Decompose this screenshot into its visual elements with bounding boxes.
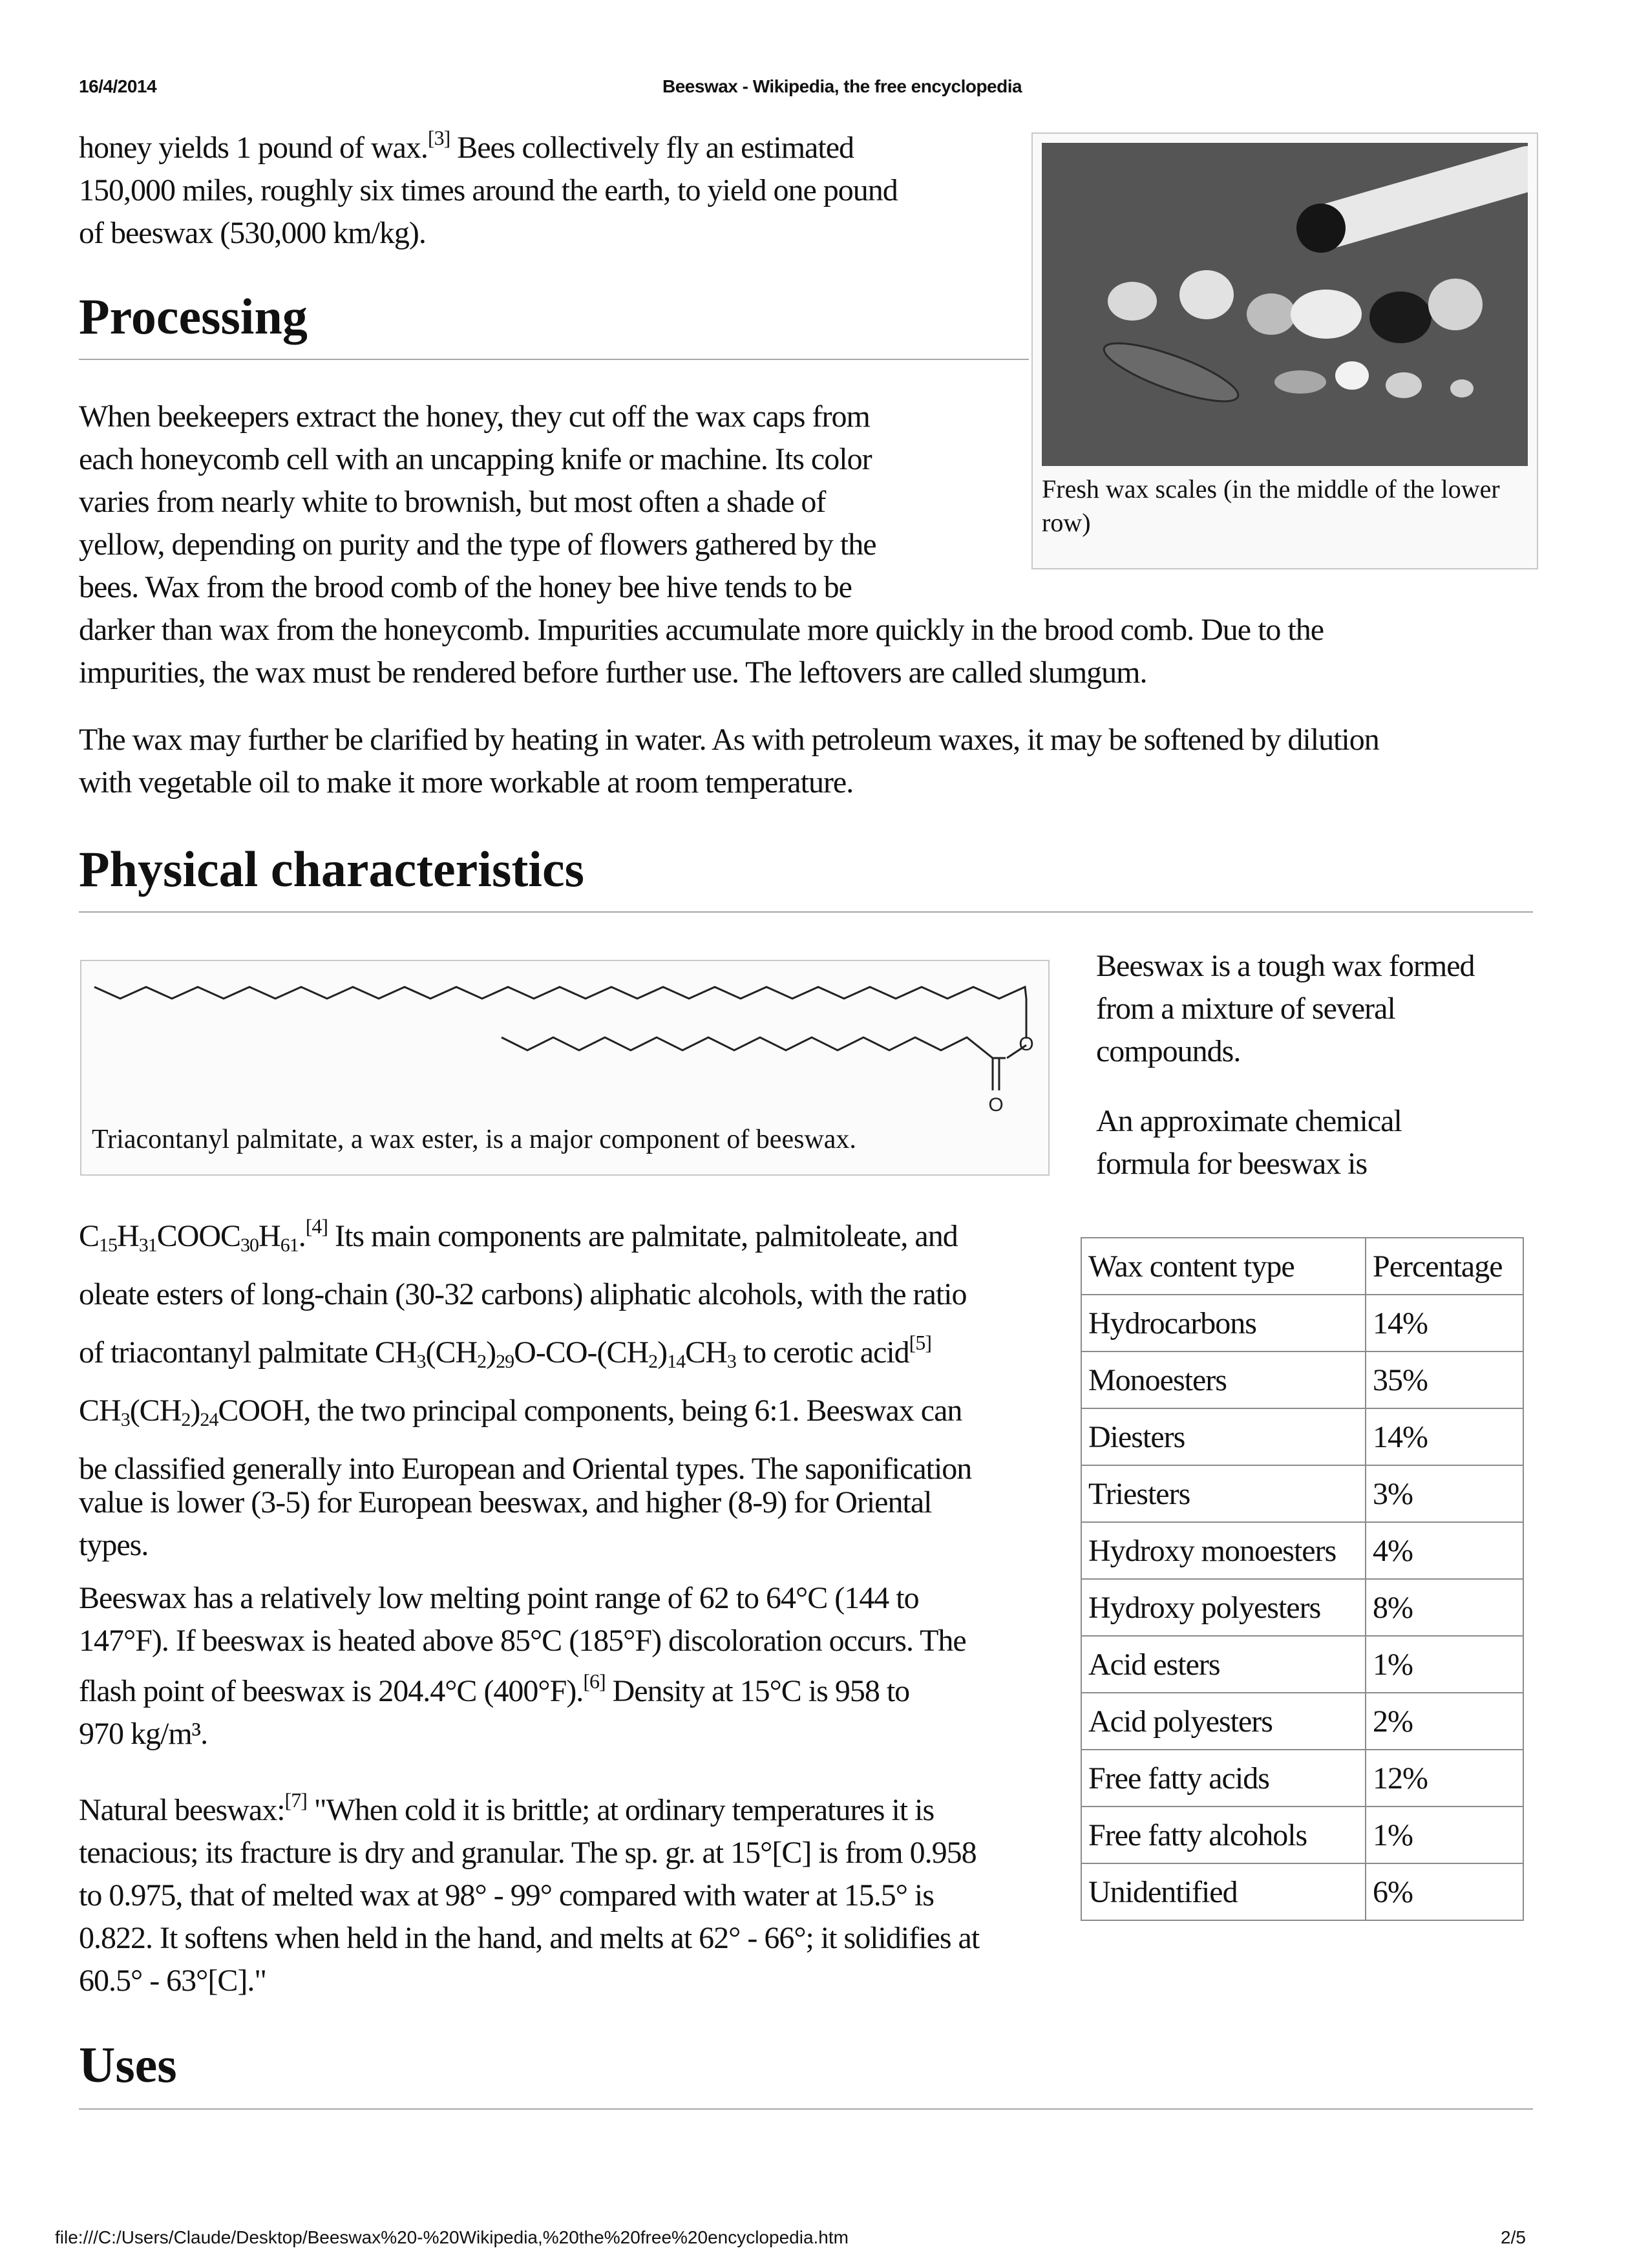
citation-6[interactable]: [6] [583,1669,606,1693]
processing-line: The wax may further be clarified by heating in water. As with petroleum waxes, it may be softened by dilution [79,723,1379,757]
table-header-row [1081,1238,1523,1295]
intro-line-1 [79,127,854,169]
intro-line-2: 150,000 miles, roughly six times around the earth, to yield one pound [79,173,898,207]
composition-paragraph [79,1207,1074,1498]
table-cell: 12% [1366,1750,1523,1807]
section-heading-physical: Physical characteristics [79,841,584,897]
side-line: from a mixture of several [1096,991,1395,1026]
intro-line-3: of beeswax (530,000 km/kg). [79,216,426,250]
table-cell: 35% [1366,1351,1523,1408]
heading-underline [79,911,1533,913]
table-row [1081,1522,1523,1579]
table-cell[interactable]: Unidentified [1081,1863,1366,1920]
wax-content-table [1081,1237,1524,1921]
alcohol-chain [94,987,1026,999]
side-line: Beeswax is a tough wax formed [1096,949,1475,983]
wax-content-table-wrapper [1081,1237,1524,1921]
table-cell: 2% [1366,1693,1523,1750]
side-line: An approximate chemical [1096,1104,1402,1138]
table-cell[interactable]: Triesters [1081,1465,1366,1522]
table-cell: 3% [1366,1465,1523,1522]
side-line: compounds. [1096,1034,1241,1068]
processing-line: varies from nearly white to brownish, but most often a shade of [79,485,826,519]
composition-line: value is lower (3-5) for European beeswax, and higher (8-9) for Oriental [79,1485,932,1520]
table-cell[interactable]: Hydroxy monoesters [1081,1522,1366,1579]
composition-line: $CH_3(CH_2)_{24}COOH$, the two principal components, being 6:1. Beeswax can [79,1394,962,1430]
citation-5[interactable]: [5] [909,1331,931,1354]
table-row [1081,1693,1523,1750]
table-header-cell: Wax content type [1081,1238,1366,1295]
processing-line: yellow, depending on purity and the type of flowers gathered by the [79,527,876,562]
table-row [1081,1750,1523,1807]
table-cell[interactable]: Monoesters [1081,1351,1366,1408]
print-page-number: 2/5 [1501,2227,1526,2247]
formula-line: $C_{15}H_{31}COOC_{30}H_{61}.[4]$ Its main components are palmitate, palmitoleate, and [79,1214,958,1256]
table-cell[interactable]: Hydrocarbons [1081,1295,1366,1351]
side-line: formula for beeswax is [1096,1147,1368,1181]
section-heading-uses: Uses [79,2037,177,2093]
acid-chain [502,1037,1006,1058]
melting-line: 970 kg/m³. [79,1717,208,1751]
citation-4[interactable]: [4] [305,1214,328,1238]
table-cell: 1% [1366,1636,1523,1693]
natural-line: 60.5° - 63°[C]." [79,1964,266,1998]
intro-text: honey yields 1 pound of wax. [79,131,428,165]
melting-line: flash point of beeswax is 204.4°C (400°F).[6] Density at 15°C is 958 to [79,1669,910,1708]
processing-line: When beekeepers extract the honey, they cut off the wax caps from [79,399,870,434]
table-cell[interactable]: Free fatty alcohols [1081,1807,1366,1863]
diagram-caption: Triacontanyl palmitate, a wax ester, is a major component of beeswax. [92,1125,856,1154]
table-cell: 14% [1366,1295,1523,1351]
table-cell[interactable]: Acid polyesters [1081,1693,1366,1750]
table-cell: 6% [1366,1863,1523,1920]
natural-line: 0.822. It softens when held in the hand, and melts at 62° - 66°; it solidifies at [79,1921,980,1955]
heading-underline [79,2108,1533,2110]
citation-7[interactable]: [7] [284,1788,307,1812]
table-cell: 1% [1366,1807,1523,1863]
table-row [1081,1295,1523,1351]
composition-line: types. [79,1528,149,1562]
processing-line: with vegetable oil to make it more workable at room temperature. [79,765,854,800]
processing-paragraph-1 [79,396,1324,694]
intro-text-cont: Bees collectively fly an estimated [450,131,854,165]
composition-paragraph-cont [79,1481,931,1567]
processing-line: impurities, the wax must be rendered before further use. The leftovers are called slumgum. [79,655,1147,690]
composition-line: of triacontanyl palmitate $CH_3(CH_2)_{29}O-CO-(CH_2)_{14}CH_3$ to cerotic acid[5] [79,1331,931,1372]
oxygen-label-carbonyl: O [988,1094,1004,1116]
figure-triacontanyl-palmitate [80,960,1050,1176]
processing-line: darker than wax from the honeycomb. Impurities accumulate more quickly in the brood comb. Due to the [79,613,1324,647]
table-row [1081,1465,1523,1522]
molecule-structure-diagram[interactable] [81,961,1048,1116]
melting-line: 147°F). If beeswax is heated above 85°C (185°F) discoloration occurs. The [79,1624,966,1658]
section-heading-processing: Processing [79,288,308,344]
table-row [1081,1807,1523,1863]
table-cell[interactable]: Hydroxy polyesters [1081,1579,1366,1636]
table-cell[interactable]: Acid esters [1081,1636,1366,1693]
table-cell[interactable]: Diesters [1081,1408,1366,1465]
natural-line: tenacious; its fracture is dry and granular. The sp. gr. at 15°[C] is from 0.958 [79,1836,977,1870]
table-header-cell: Percentage [1366,1238,1523,1295]
physical-side-paragraph-2 [1096,1100,1402,1185]
composition-line: oleate esters of long-chain (30-32 carbons) aliphatic alcohols, with the ratio [79,1277,967,1311]
table-cell: 8% [1366,1579,1523,1636]
citation-3[interactable]: [3] [427,126,450,149]
table-cell[interactable]: Free fatty acids [1081,1750,1366,1807]
processing-paragraph-2 [79,719,1379,804]
heading-underline [79,359,1029,360]
processing-line: each honeycomb cell with an uncapping knife or machine. Its color [79,442,872,476]
table-row [1081,1636,1523,1693]
melting-point-paragraph [79,1577,966,1755]
print-url[interactable]: file:///C:/Users/Claude/Desktop/Beeswax%20-%20Wikipedia,%20the%20free%20encyclopedia.htm [55,2227,849,2247]
melting-line: Beeswax has a relatively low melting point range of 62 to 64°C (144 to [79,1581,919,1615]
table-cell: 14% [1366,1408,1523,1465]
processing-line: bees. Wax from the brood comb of the honey bee hive tends to be [79,570,852,604]
table-row [1081,1579,1523,1636]
table-row [1081,1408,1523,1465]
physical-side-paragraph-1 [1096,945,1475,1073]
natural-line: to 0.975, that of melted wax at 98° - 99° compared with water at 15.5° is [79,1878,934,1913]
oxygen-label-ester: O [1019,1033,1034,1055]
natural-line: Natural beeswax:[7] "When cold it is brittle; at ordinary temperatures it is [79,1788,935,1827]
print-date: 16/4/2014 [79,76,157,96]
composition-line: be classified generally into European and Oriental types. The saponification [79,1452,972,1486]
table-cell: 4% [1366,1522,1523,1579]
table-row [1081,1351,1523,1408]
figure-caption: Fresh wax scales (in the middle of the lower row) [1042,474,1500,537]
table-row [1081,1863,1523,1920]
print-page-title: Beeswax - Wikipedia, the free encyclopedia [662,76,1022,96]
natural-beeswax-paragraph [79,1789,979,2002]
